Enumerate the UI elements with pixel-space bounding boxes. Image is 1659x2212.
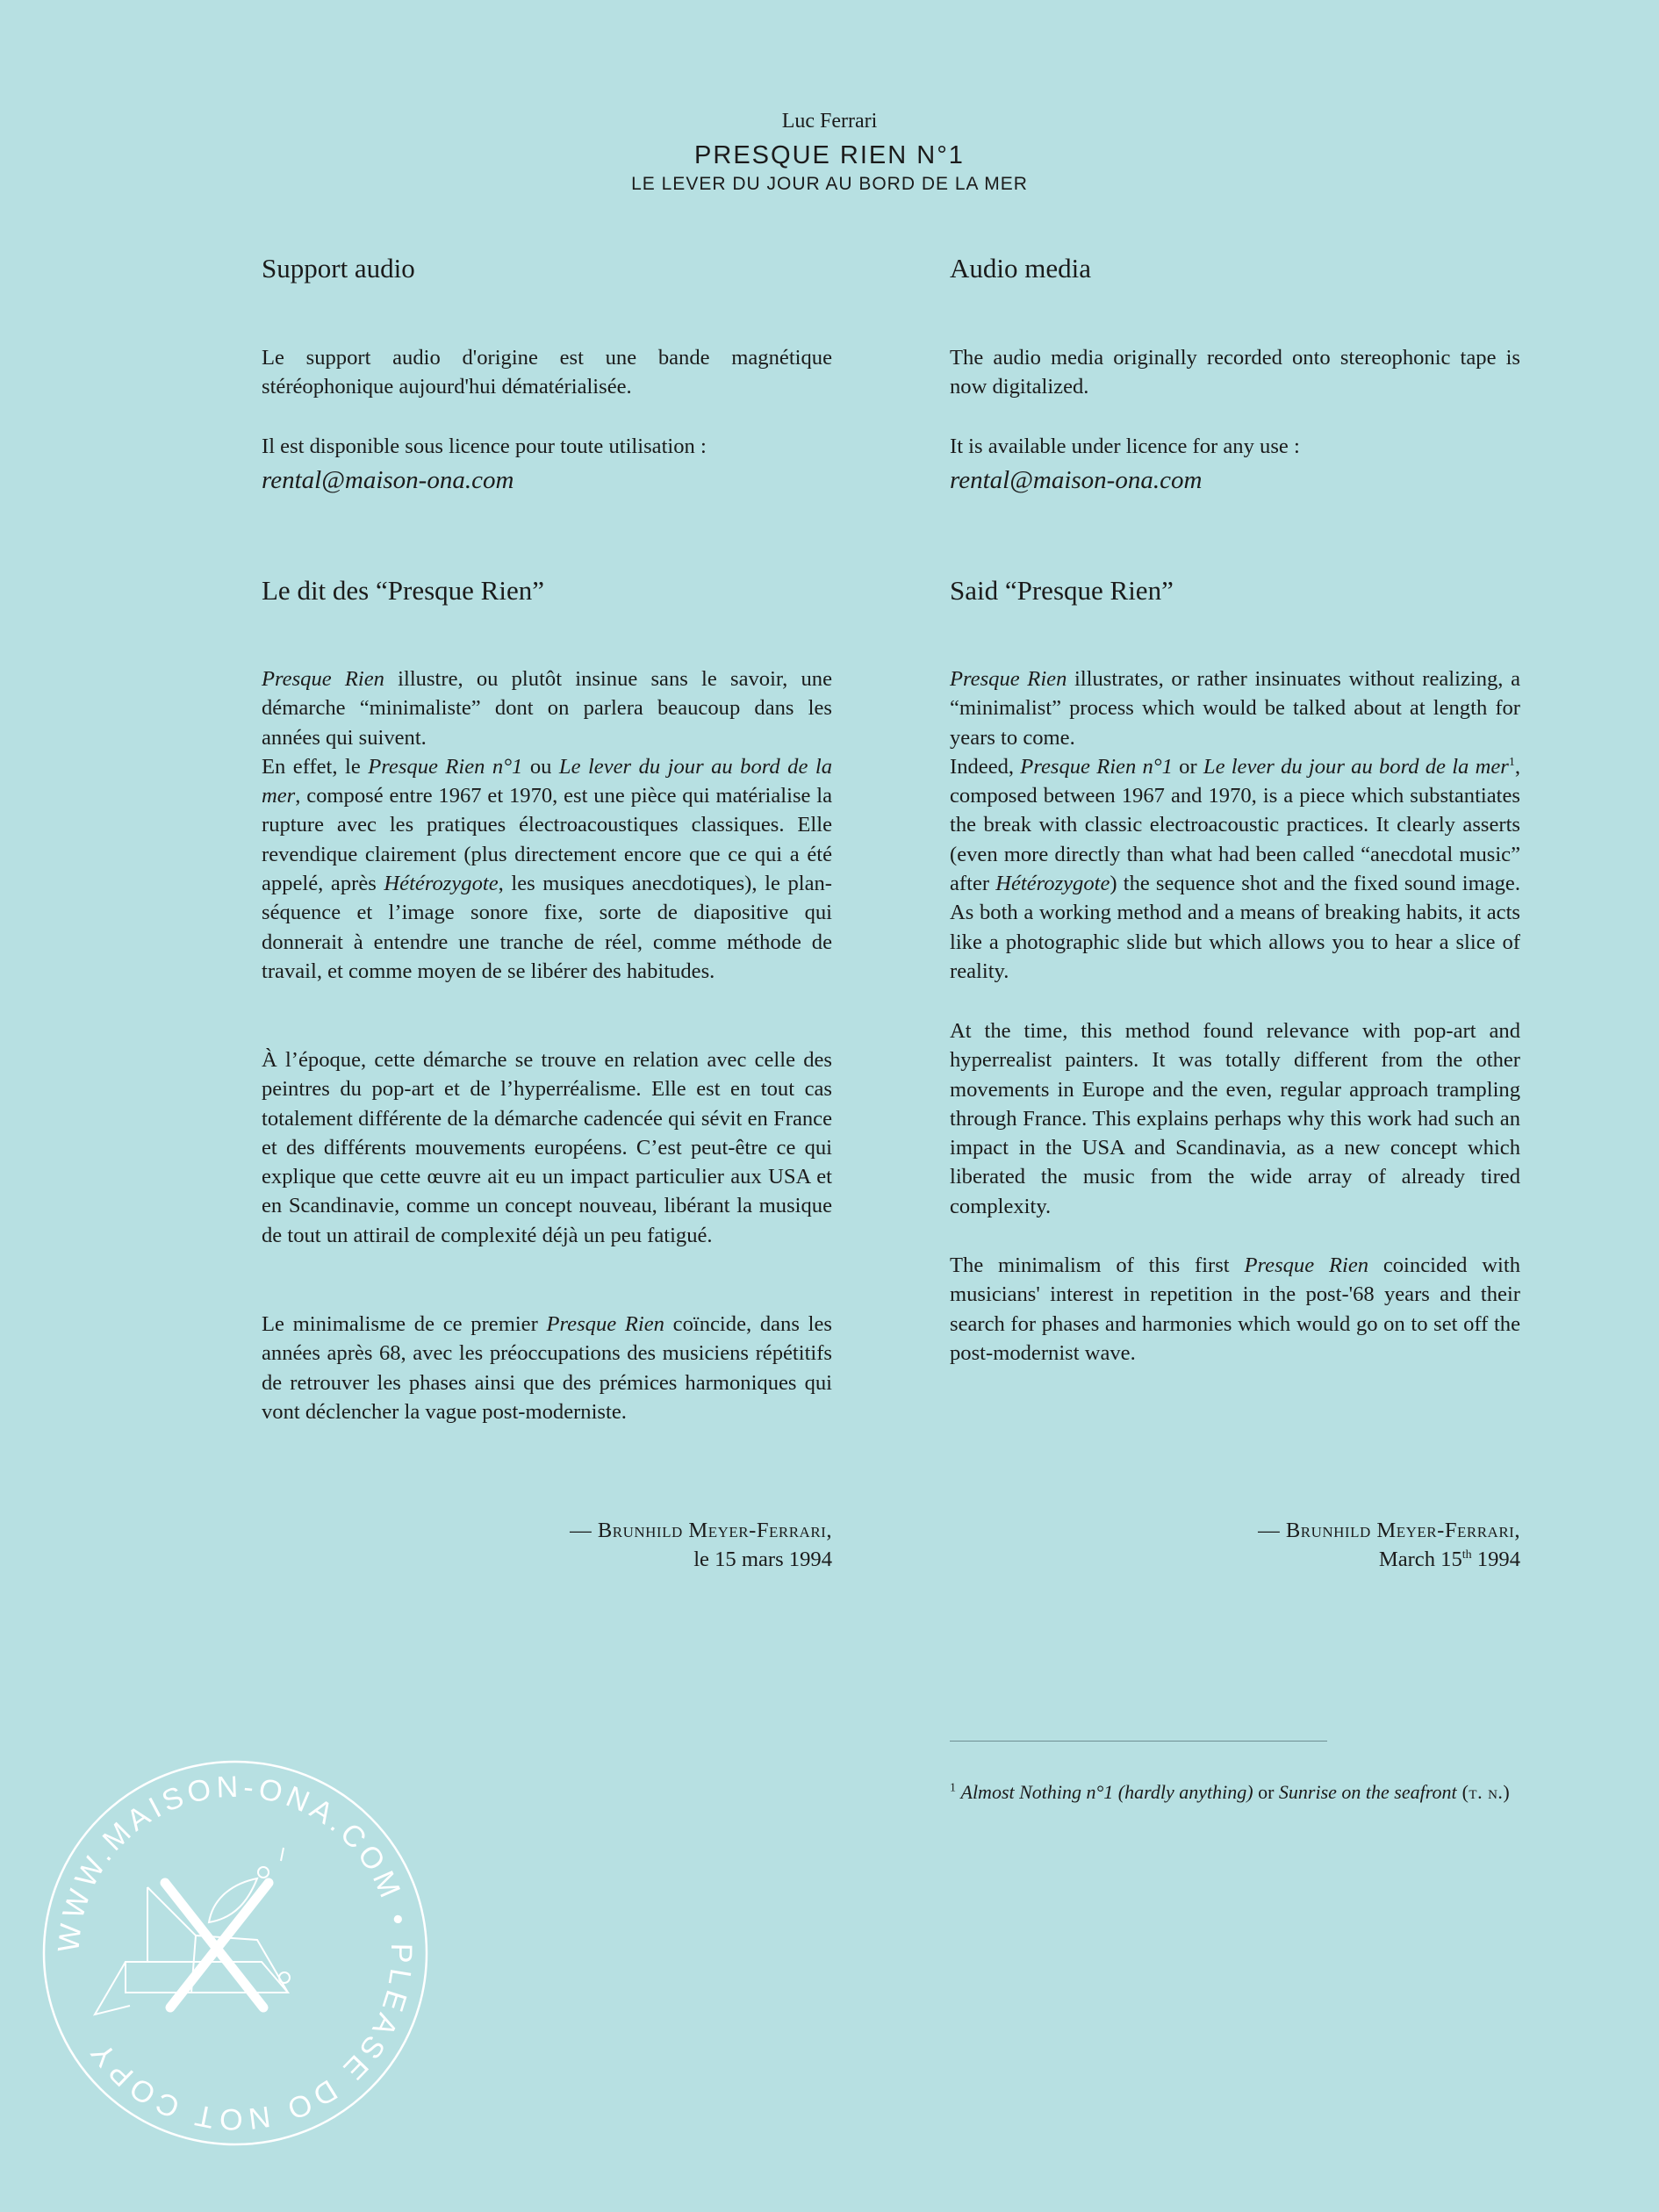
en-signature	[950, 1516, 1520, 1574]
en-p1-text: ) the sequence shot and the fixed sound image. As both a working method and a means of breaking habits, it acts like a photographic slide but which allows you to hear a slice of reality.	[950, 872, 1520, 983]
footnote-title: Almost Nothing n°1 (hardly anything)	[960, 1781, 1253, 1803]
fr-paragraph-3	[262, 1310, 832, 1426]
fr-p3-text: Le minimalisme de ce premier	[262, 1312, 547, 1336]
fr-paragraph-1	[262, 664, 832, 986]
fr-p3-title: Presque Rien	[546, 1312, 664, 1336]
stamp-logo-icon	[95, 1848, 290, 2014]
fr-p3-text: coïncide, dans les années après 68, avec les préoccupations des musiciens répétitifs de retrouver les phases ainsi que des prémices harmoniques qui vont déclencher la vague post-moderniste.	[262, 1312, 832, 1424]
fr-paragraph-2: À l’époque, cette démarche se trouve en relation avec celle des peintres du pop-art et de l’hyperréalisme. Elle est en tout cas totalement différente de la démarche cadencée qui sévit en France et des différents mouvements européens. C’est peut-être ce qui explique que cette œuvre ait eu un impact particulier aux USA et en Scandinavie, comme un concept nouveau, libérant la musique de tout un attirail de complexité déjà un peu fatigué.	[262, 1048, 832, 1247]
en-p1-title: Hétérozygote	[995, 872, 1110, 896]
en-audio-heading: Audio media	[950, 253, 1091, 284]
en-p1-text: Indeed,	[950, 754, 1021, 779]
en-rental-email[interactable]: rental@maison-ona.com	[950, 466, 1203, 494]
fr-p1-title: Hétérozygote	[384, 872, 499, 896]
footnote-number: 1	[950, 1781, 956, 1795]
fr-audio-heading: Support audio	[262, 253, 415, 284]
header	[0, 107, 1659, 197]
fr-p1-title: Presque Rien	[262, 667, 384, 691]
en-said-heading: Said “Presque Rien”	[950, 575, 1174, 606]
fr-rental-email[interactable]: rental@maison-ona.com	[262, 466, 514, 494]
en-signature-date-year: 1994	[1471, 1548, 1520, 1571]
maison-ona-stamp	[33, 1751, 437, 2155]
fr-said-heading: Le dit des “Presque Rien”	[262, 575, 544, 606]
author: Luc Ferrari	[781, 110, 878, 133]
fr-signature-name: — Brunhild Meyer-Ferrari,	[570, 1519, 832, 1542]
stamp-notice: PLEASE DO NOT COPY	[82, 1943, 419, 2137]
footnote-text: (t. n.)	[1456, 1781, 1511, 1803]
en-p1-title: Le lever du jour au bord de la mer	[1203, 754, 1509, 779]
footnote-title: Sunrise on the seafront	[1278, 1781, 1457, 1803]
fr-p1-text: illustre, ou plutôt insinue sans le savoir, une démarche “minimaliste” dont on parlera beaucoup dans les années qui suivent.	[262, 667, 832, 750]
fr-p1-text: , les musiques anecdotiques), le plan-séquence et l’image sonore fixe, sorte de diapositive qui donnerait à entendre une tranche de réel, comme méthode de travail, et comme moyen de se libérer des habitudes.	[262, 872, 832, 983]
footnote-ref[interactable]: 1	[1508, 755, 1515, 769]
en-p1-text: illustrates, or rather insinuates without realizing, a “minimalist” process which would be talked about at length for years to come.	[950, 667, 1520, 750]
fr-p1-text: , composé entre 1967 et 1970, est une pièce qui matérialise la rupture avec les pratiques électroacoustiques classiques. Elle revendique clairement (plus directement encore que ce qui a été appelé, après	[262, 784, 832, 896]
en-p1-text: , composed between 1967 and 1970, is a piece which substantiates the break with classic electroacoustic practices. It clearly asserts (even more directly than what had been called “anecdotal music” after	[950, 754, 1520, 896]
fr-signature-date: le 15 mars 1994	[693, 1548, 832, 1571]
fr-audio-paragraph-1: Le support audio d'origine est une bande magnétique stéréophonique aujourd'hui dématérialisée.	[262, 346, 832, 399]
footnote	[950, 1778, 1520, 1806]
fr-audio-paragraph-2: Il est disponible sous licence pour toute utilisation :	[262, 434, 707, 458]
fr-signature	[262, 1516, 832, 1574]
fr-p1-text: ou	[522, 754, 559, 779]
stamp-text	[52, 1770, 418, 2137]
page-title: PRESQUE RIEN N°1	[694, 141, 965, 169]
page-subtitle: LE LEVER DU JOUR AU BORD DE LA MER	[631, 174, 1028, 194]
en-signature-date-sup: th	[1462, 1548, 1472, 1562]
footnote-divider	[950, 1741, 1327, 1742]
fr-p1-text: En effet, le	[262, 754, 369, 779]
en-paragraph-2: At the time, this method found relevance with pop-art and hyperrealist painters. It was totally different from the other movements in Europe and the even, regular approach trampling through France. This explains perhaps why this work had such an impact in the USA and Scandinavia, as a new concept which liberated the music from the wide array of already tired complexity.	[950, 1019, 1520, 1218]
en-p1-title: Presque Rien	[950, 667, 1067, 691]
stamp-circle	[44, 1762, 427, 2144]
en-p1-text: or	[1172, 754, 1203, 779]
en-p3-text: The minimalism of this first	[950, 1253, 1245, 1277]
en-p3-text: coincided with musicians' interest in repetition in the post-'68 years and their search for phases and harmonies which would go on to set off the post-modernist wave.	[950, 1253, 1520, 1365]
en-signature-name: — Brunhild Meyer-Ferrari,	[1258, 1519, 1520, 1542]
en-paragraph-3	[950, 1251, 1520, 1368]
fr-p1-title: Le lever du jour au bord de la mer	[262, 754, 832, 808]
en-audio-paragraph-2: It is available under licence for any use :	[950, 434, 1300, 458]
footnote-text: or	[1253, 1781, 1279, 1803]
fr-p1-title: Presque Rien n°1	[368, 754, 523, 779]
en-signature-date-text: March 15	[1378, 1548, 1462, 1571]
en-paragraph-1	[950, 664, 1520, 986]
en-audio-paragraph-1: The audio media originally recorded onto stereophonic tape is now digitalized.	[950, 346, 1520, 399]
en-signature-date	[950, 1545, 1520, 1574]
en-p1-title: Presque Rien n°1	[1020, 754, 1173, 779]
stamp-url: WWW.MAISON-ONA.COM •	[52, 1770, 418, 1954]
en-p3-title: Presque Rien	[1244, 1253, 1369, 1277]
